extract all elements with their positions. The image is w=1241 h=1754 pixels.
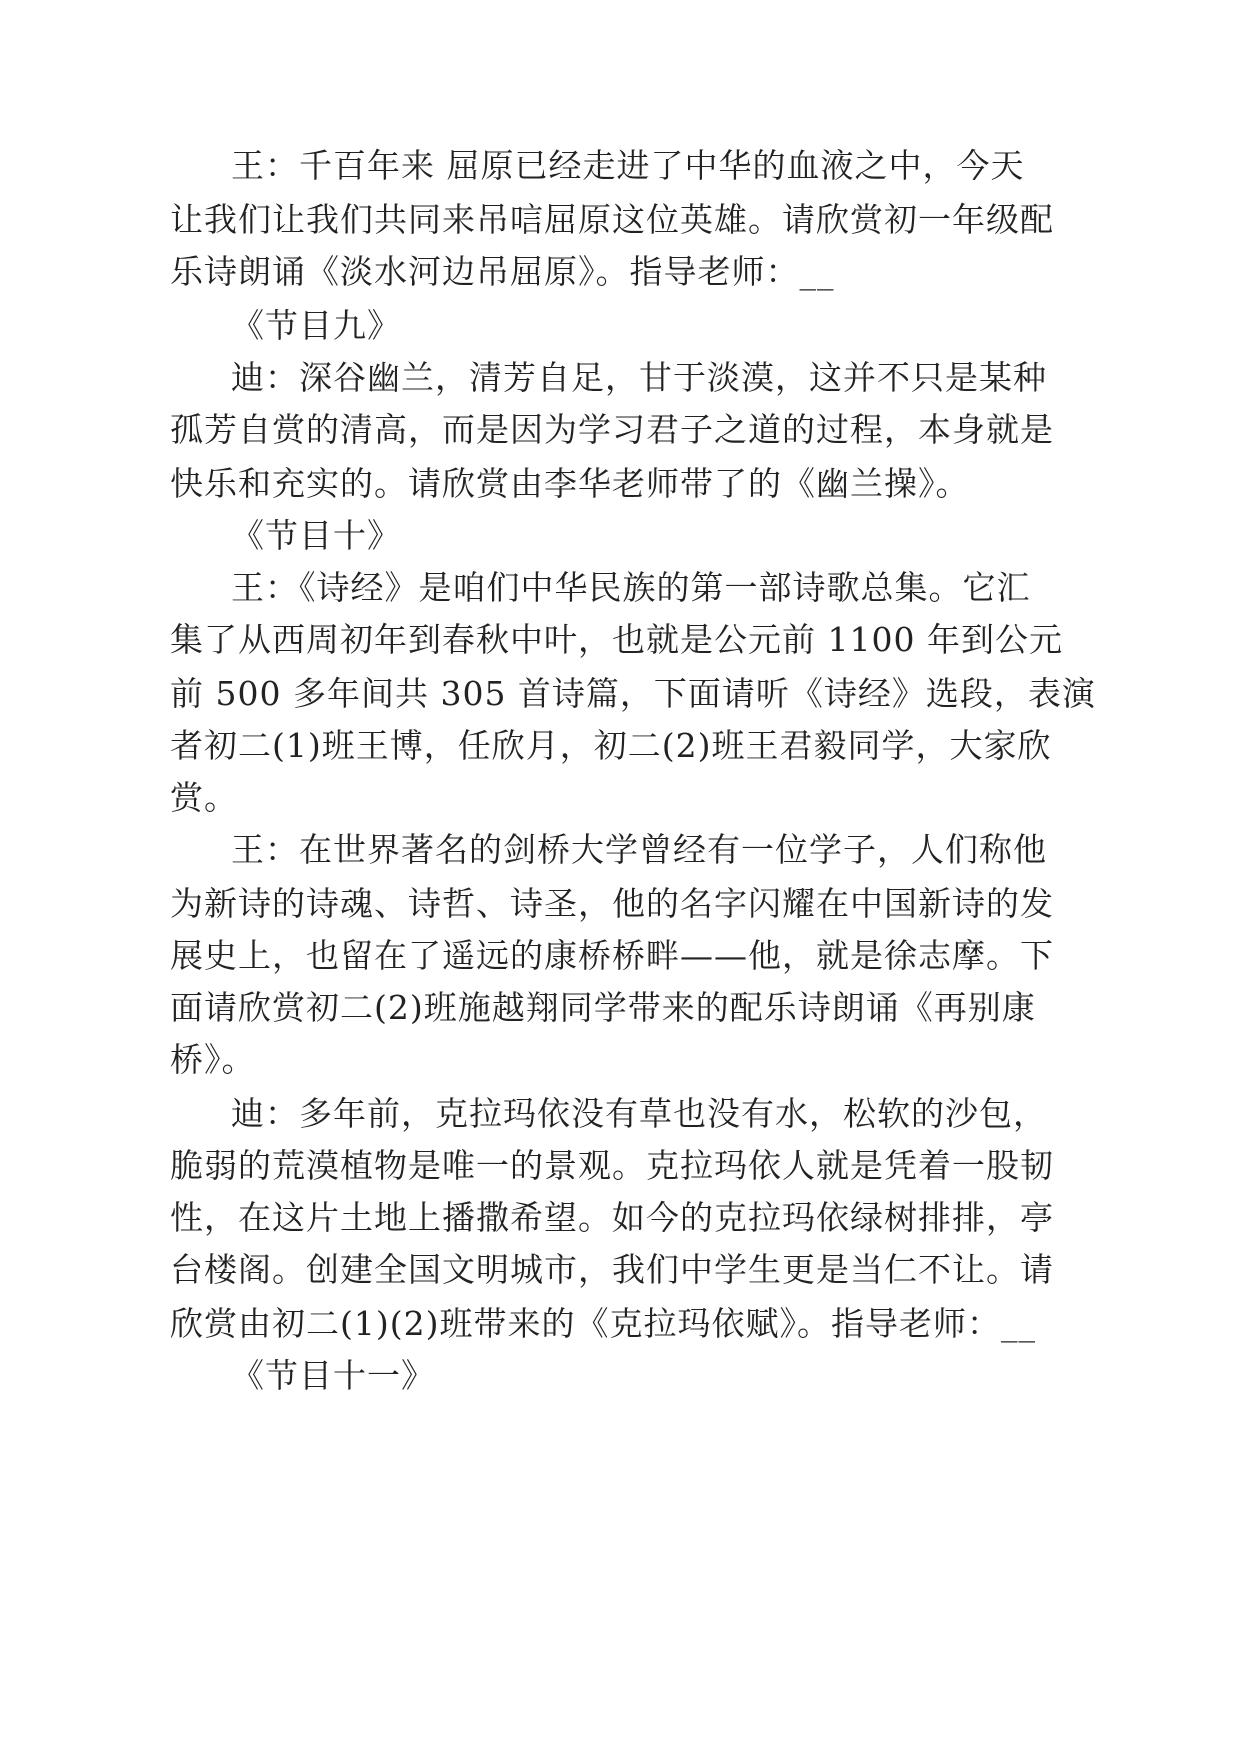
text-line: 赏。 <box>170 778 238 817</box>
text-line: 快乐和充实的。请欣赏由李华老师带了的《幽兰操》。 <box>170 464 970 503</box>
text-line: 前 500 多年间共 305 首诗篇，下面请听《诗经》选段，表演 <box>170 674 1096 713</box>
text-line: 王：《诗经》是咱们中华民族的第一部诗歌总集。它汇 <box>231 568 1031 607</box>
text-line: 为新诗的诗魂、诗哲、诗圣，他的名字闪耀在中国新诗的发 <box>170 884 1054 923</box>
text-line: 乐诗朗诵《淡水河边吊屈原》。指导老师：__ <box>170 252 835 291</box>
text-line: 欣赏由初二(1)(2)班带来的《克拉玛依赋》。指导老师：__ <box>170 1304 1036 1343</box>
text-line: 王：千百年来 屈原已经走进了中华的血液之中，今天 <box>231 146 1025 185</box>
text-line: 桥》。 <box>170 1040 256 1079</box>
section-heading: 《节目九》 <box>231 306 401 345</box>
section-heading: 《节目十一》 <box>231 1356 435 1395</box>
section-heading: 《节目十》 <box>231 516 401 555</box>
text-line: 孤芳自赏的清高，而是因为学习君子之道的过程，本身就是 <box>170 410 1054 449</box>
text-line: 脆弱的荒漠植物是唯一的景观。克拉玛依人就是凭着一股韧 <box>170 1146 1054 1185</box>
text-line: 展史上，也留在了遥远的康桥桥畔——他，就是徐志摩。下 <box>170 936 1054 975</box>
text-line: 者初二(1)班王博，任欣月，初二(2)班王君毅同学，大家欣 <box>170 726 1052 765</box>
text-line: 台楼阁。创建全国文明城市，我们中学生更是当仁不让。请 <box>170 1250 1054 1289</box>
text-line: 迪：深谷幽兰，清芳自足，甘于淡漠，这并不只是某种 <box>231 358 1047 397</box>
text-line: 王：在世界著名的剑桥大学曾经有一位学子，人们称他 <box>231 830 1047 869</box>
text-line: 性，在这片土地上播撒希望。如今的克拉玛依绿树排排，亭 <box>170 1198 1054 1237</box>
text-line: 集了从西周初年到春秋中叶，也就是公元前 1100 年到公元 <box>170 620 1063 659</box>
text-line: 面请欣赏初二(2)班施越翔同学带来的配乐诗朗诵《再别康 <box>170 988 1036 1027</box>
text-line: 迪：多年前，克拉玛依没有草也没有水，松软的沙包， <box>231 1094 1047 1133</box>
text-line: 让我们让我们共同来吊唁屈原这位英雄。请欣赏初一年级配 <box>170 200 1054 239</box>
